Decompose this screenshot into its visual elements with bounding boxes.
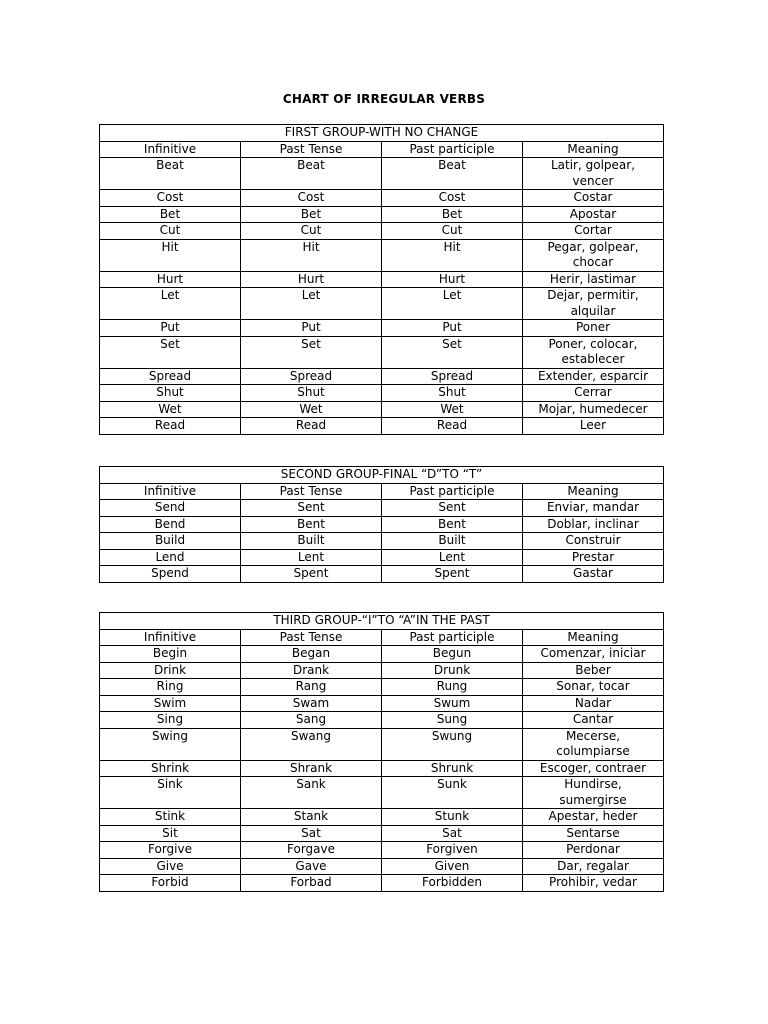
group-heading: FIRST GROUP-WITH NO CHANGE (100, 125, 664, 142)
infinitive-cell: Forbid (100, 875, 241, 892)
column-header: Past participle (382, 141, 523, 158)
past-participle-cell: Bent (382, 516, 523, 533)
past-participle-cell: Sent (382, 500, 523, 517)
infinitive-cell: Sit (100, 825, 241, 842)
infinitive-cell: Cut (100, 223, 241, 240)
column-header: Meaning (523, 629, 664, 646)
meaning-cell: Pegar, golpear, chocar (523, 239, 664, 271)
meaning-cell: Gastar (523, 566, 664, 583)
table-row (100, 646, 664, 663)
past-tense-cell: Swang (241, 728, 382, 760)
verb-table-second-group (99, 466, 664, 583)
past-tense-cell: Put (241, 320, 382, 337)
past-tense-cell: Began (241, 646, 382, 663)
table-row (100, 418, 664, 435)
table-row (100, 336, 664, 368)
past-tense-cell: Drank (241, 662, 382, 679)
past-participle-cell: Drunk (382, 662, 523, 679)
past-tense-cell: Sank (241, 777, 382, 809)
table-row (100, 777, 664, 809)
group-heading-row (100, 467, 664, 484)
column-header: Infinitive (100, 141, 241, 158)
meaning-cell: Enviar, mandar (523, 500, 664, 517)
meaning-cell: Dejar, permitir, alquilar (523, 288, 664, 320)
meaning-cell: Prestar (523, 549, 664, 566)
past-participle-cell: Cost (382, 190, 523, 207)
infinitive-cell: Begin (100, 646, 241, 663)
past-participle-cell: Given (382, 858, 523, 875)
group-heading: SECOND GROUP-FINAL “D”TO “T” (100, 467, 664, 484)
past-tense-cell: Set (241, 336, 382, 368)
column-header: Meaning (523, 141, 664, 158)
past-participle-cell: Swum (382, 695, 523, 712)
infinitive-cell: Shrink (100, 760, 241, 777)
table-row (100, 533, 664, 550)
table-row (100, 190, 664, 207)
past-tense-cell: Sang (241, 712, 382, 729)
past-participle-cell: Forgiven (382, 842, 523, 859)
table-row (100, 728, 664, 760)
past-tense-cell: Forgave (241, 842, 382, 859)
past-tense-cell: Built (241, 533, 382, 550)
infinitive-cell: Let (100, 288, 241, 320)
infinitive-cell: Forgive (100, 842, 241, 859)
past-tense-cell: Rang (241, 679, 382, 696)
table-row (100, 239, 664, 271)
infinitive-cell: Set (100, 336, 241, 368)
table-row (100, 842, 664, 859)
meaning-cell: Comenzar, iniciar (523, 646, 664, 663)
past-tense-cell: Spent (241, 566, 382, 583)
past-participle-cell: Sat (382, 825, 523, 842)
column-header: Meaning (523, 483, 664, 500)
column-header-row (100, 483, 664, 500)
verb-table-first-group (99, 124, 664, 435)
infinitive-cell: Put (100, 320, 241, 337)
table-row (100, 223, 664, 240)
past-participle-cell: Built (382, 533, 523, 550)
past-participle-cell: Shut (382, 385, 523, 402)
past-tense-cell: Cost (241, 190, 382, 207)
meaning-cell: Cortar (523, 223, 664, 240)
past-tense-cell: Beat (241, 158, 382, 190)
meaning-cell: Leer (523, 418, 664, 435)
past-participle-cell: Beat (382, 158, 523, 190)
meaning-cell: Construir (523, 533, 664, 550)
table-row (100, 401, 664, 418)
past-participle-cell: Hurt (382, 271, 523, 288)
table-row (100, 271, 664, 288)
table-row (100, 368, 664, 385)
meaning-cell: Sentarse (523, 825, 664, 842)
column-header-row (100, 629, 664, 646)
past-tense-cell: Gave (241, 858, 382, 875)
past-tense-cell: Wet (241, 401, 382, 418)
past-tense-cell: Swam (241, 695, 382, 712)
infinitive-cell: Spend (100, 566, 241, 583)
past-tense-cell: Bent (241, 516, 382, 533)
infinitive-cell: Hit (100, 239, 241, 271)
meaning-cell: Perdonar (523, 842, 664, 859)
infinitive-cell: Hurt (100, 271, 241, 288)
past-participle-cell: Wet (382, 401, 523, 418)
meaning-cell: Cerrar (523, 385, 664, 402)
infinitive-cell: Send (100, 500, 241, 517)
past-participle-cell: Sunk (382, 777, 523, 809)
meaning-cell: Costar (523, 190, 664, 207)
table-row (100, 320, 664, 337)
table-row (100, 500, 664, 517)
infinitive-cell: Drink (100, 662, 241, 679)
table-row (100, 679, 664, 696)
table-row (100, 566, 664, 583)
infinitive-cell: Wet (100, 401, 241, 418)
past-participle-cell: Forbidden (382, 875, 523, 892)
group-heading-row (100, 125, 664, 142)
meaning-cell: Beber (523, 662, 664, 679)
meaning-cell: Hundirse, sumergirse (523, 777, 664, 809)
infinitive-cell: Lend (100, 549, 241, 566)
past-tense-cell: Read (241, 418, 382, 435)
table-row (100, 288, 664, 320)
meaning-cell: Dar, regalar (523, 858, 664, 875)
table-row (100, 516, 664, 533)
meaning-cell: Mecerse, columpiarse (523, 728, 664, 760)
past-participle-cell: Read (382, 418, 523, 435)
past-participle-cell: Spread (382, 368, 523, 385)
table-row (100, 385, 664, 402)
table-row (100, 206, 664, 223)
infinitive-cell: Swing (100, 728, 241, 760)
past-tense-cell: Lent (241, 549, 382, 566)
table-row (100, 712, 664, 729)
past-tense-cell: Spread (241, 368, 382, 385)
past-participle-cell: Spent (382, 566, 523, 583)
past-tense-cell: Forbad (241, 875, 382, 892)
column-header: Past Tense (241, 141, 382, 158)
table-row (100, 875, 664, 892)
past-participle-cell: Begun (382, 646, 523, 663)
column-header: Past participle (382, 483, 523, 500)
table-row (100, 662, 664, 679)
group-heading: THIRD GROUP-“I”TO “A”IN THE PAST (100, 613, 664, 630)
infinitive-cell: Swim (100, 695, 241, 712)
meaning-cell: Poner (523, 320, 664, 337)
meaning-cell: Mojar, humedecer (523, 401, 664, 418)
column-header: Past Tense (241, 629, 382, 646)
infinitive-cell: Ring (100, 679, 241, 696)
table-row (100, 549, 664, 566)
infinitive-cell: Bet (100, 206, 241, 223)
past-participle-cell: Stunk (382, 809, 523, 826)
table-row (100, 825, 664, 842)
meaning-cell: Apestar, heder (523, 809, 664, 826)
table-row (100, 158, 664, 190)
past-tense-cell: Shut (241, 385, 382, 402)
column-header: Infinitive (100, 483, 241, 500)
past-tense-cell: Sent (241, 500, 382, 517)
meaning-cell: Sonar, tocar (523, 679, 664, 696)
infinitive-cell: Sing (100, 712, 241, 729)
table-row (100, 809, 664, 826)
infinitive-cell: Give (100, 858, 241, 875)
group-heading-row (100, 613, 664, 630)
meaning-cell: Apostar (523, 206, 664, 223)
meaning-cell: Cantar (523, 712, 664, 729)
past-participle-cell: Put (382, 320, 523, 337)
infinitive-cell: Spread (100, 368, 241, 385)
meaning-cell: Doblar, inclinar (523, 516, 664, 533)
past-tense-cell: Hurt (241, 271, 382, 288)
column-header: Past participle (382, 629, 523, 646)
infinitive-cell: Stink (100, 809, 241, 826)
meaning-cell: Nadar (523, 695, 664, 712)
past-participle-cell: Sung (382, 712, 523, 729)
past-participle-cell: Lent (382, 549, 523, 566)
infinitive-cell: Sink (100, 777, 241, 809)
past-tense-cell: Bet (241, 206, 382, 223)
meaning-cell: Herir, lastimar (523, 271, 664, 288)
past-participle-cell: Rung (382, 679, 523, 696)
table-row (100, 760, 664, 777)
past-tense-cell: Sat (241, 825, 382, 842)
past-tense-cell: Shrank (241, 760, 382, 777)
infinitive-cell: Bend (100, 516, 241, 533)
past-participle-cell: Swung (382, 728, 523, 760)
column-header-row (100, 141, 664, 158)
meaning-cell: Latir, golpear, vencer (523, 158, 664, 190)
past-participle-cell: Let (382, 288, 523, 320)
past-participle-cell: Set (382, 336, 523, 368)
infinitive-cell: Read (100, 418, 241, 435)
past-participle-cell: Shrunk (382, 760, 523, 777)
past-tense-cell: Hit (241, 239, 382, 271)
infinitive-cell: Cost (100, 190, 241, 207)
column-header: Infinitive (100, 629, 241, 646)
verb-table-third-group (99, 612, 664, 892)
past-tense-cell: Cut (241, 223, 382, 240)
table-row (100, 858, 664, 875)
past-participle-cell: Bet (382, 206, 523, 223)
document-title: CHART OF IRREGULAR VERBS (282, 92, 486, 106)
past-participle-cell: Hit (382, 239, 523, 271)
past-participle-cell: Cut (382, 223, 523, 240)
table-row (100, 695, 664, 712)
infinitive-cell: Shut (100, 385, 241, 402)
meaning-cell: Escoger, contraer (523, 760, 664, 777)
column-header: Past Tense (241, 483, 382, 500)
meaning-cell: Poner, colocar, establecer (523, 336, 664, 368)
infinitive-cell: Beat (100, 158, 241, 190)
meaning-cell: Prohibir, vedar (523, 875, 664, 892)
infinitive-cell: Build (100, 533, 241, 550)
past-tense-cell: Let (241, 288, 382, 320)
past-tense-cell: Stank (241, 809, 382, 826)
meaning-cell: Extender, esparcir (523, 368, 664, 385)
